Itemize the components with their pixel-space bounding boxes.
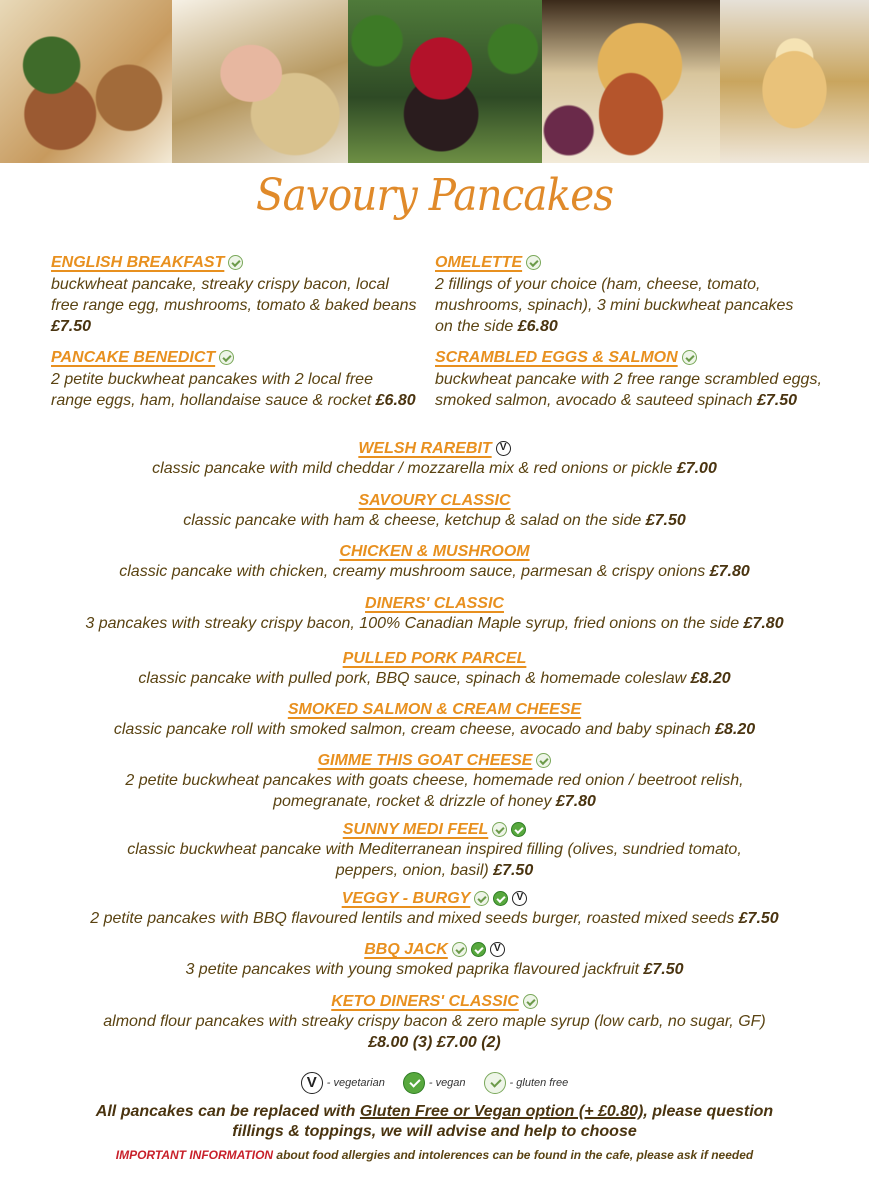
item-desc-line: classic pancake with chicken, creamy mushroom sauce, parmesan & crispy onions xyxy=(119,563,706,580)
item-desc-line: free range egg, mushrooms, tomato & baked beans xyxy=(51,297,417,314)
menu-item-english-breakfast xyxy=(51,254,441,337)
item-name: GIMME THIS GOAT CHEESE xyxy=(317,752,533,769)
item-desc-line: classic pancake with mild cheddar / mozzarella mix & red onions or pickle xyxy=(152,460,673,477)
menu-item-chicken-mushroom xyxy=(0,543,869,582)
item-price: £6.80 xyxy=(517,318,558,335)
dietary-legend xyxy=(0,1072,869,1094)
photo-wraps xyxy=(0,0,172,163)
item-price: £8.00 (3) £7.00 (2) xyxy=(368,1034,501,1051)
item-price: £8.20 xyxy=(690,670,731,687)
menu-item-bbq-jack xyxy=(0,941,869,980)
vegan-icon xyxy=(403,1072,425,1094)
photo-strip xyxy=(0,0,869,163)
item-name: BBQ JACK xyxy=(364,941,448,958)
note-text: about food allergies and intolerences can be found in the cafe, please ask if needed xyxy=(273,1148,754,1162)
item-price: £7.50 xyxy=(756,392,798,409)
menu-item-smoked-salmon-cream-cheese xyxy=(0,701,869,740)
menu-item-gimme-this-goat-cheese xyxy=(0,752,869,812)
item-price: £6.80 xyxy=(375,392,416,409)
item-price: £7.00 xyxy=(676,460,717,477)
item-price: £8.20 xyxy=(715,721,756,738)
menu-item-pulled-pork-parcel xyxy=(0,650,869,689)
item-desc-line: 2 fillings of your choice (ham, cheese, tomato, xyxy=(435,276,761,293)
vegetarian-icon: V xyxy=(496,441,511,456)
item-desc-line: 3 pancakes with streaky crispy bacon, 100% Canadian Maple syrup, fried onions on the side xyxy=(85,615,740,632)
item-price: £7.50 xyxy=(643,961,684,978)
menu-item-sunny-medi-feel xyxy=(0,821,869,881)
menu-item-welsh-rarebit xyxy=(0,440,869,479)
substitution-note xyxy=(0,1102,869,1142)
item-desc-line: buckwheat pancake, streaky crispy bacon, local xyxy=(51,276,389,293)
menu-item-veggy-burgy xyxy=(0,890,869,929)
vegetarian-icon: V xyxy=(301,1072,323,1094)
item-price: £7.50 xyxy=(493,862,534,879)
item-price: £7.80 xyxy=(709,563,750,580)
item-name: PANCAKE BENEDICT xyxy=(51,349,216,366)
gluten-free-icon xyxy=(228,255,243,270)
important-label: IMPORTANT INFORMATION xyxy=(115,1148,274,1162)
item-name: CHICKEN & MUSHROOM xyxy=(339,543,530,560)
legend-label: - gluten free xyxy=(509,1077,569,1089)
item-desc-line: classic pancake with pulled pork, BBQ sauce, spinach & homemade coleslaw xyxy=(138,670,687,687)
item-price: £7.80 xyxy=(555,793,596,810)
item-name: WELSH RAREBIT xyxy=(358,440,492,457)
item-desc-line: 3 petite pancakes with young smoked paprika flavoured jackfruit xyxy=(185,961,640,978)
note-text: fillings & toppings, we will advise and help to choose xyxy=(232,1123,637,1140)
item-price: £7.50 xyxy=(738,910,779,927)
item-name: DINERS' CLASSIC xyxy=(365,595,504,612)
legend-gluten-free xyxy=(484,1072,569,1094)
allergy-note xyxy=(0,1148,869,1162)
legend-label: - vegan xyxy=(428,1077,466,1089)
item-name: PULLED PORK PARCEL xyxy=(342,650,527,667)
item-desc-line: almond flour pancakes with streaky crispy bacon & zero maple syrup (low carb, no sugar, GF) xyxy=(103,1013,766,1030)
vegan-icon xyxy=(511,822,526,837)
menu-item-pancake-benedict xyxy=(51,349,441,411)
gluten-free-icon xyxy=(484,1072,506,1094)
item-desc-line: classic buckwheat pancake with Mediterranean inspired filling (olives, sundried tomato, xyxy=(127,841,742,858)
note-highlight: Gluten Free or Vegan option (+ £0.80) xyxy=(359,1103,644,1120)
item-desc-line: peppers, onion, basil) xyxy=(335,862,489,879)
gluten-free-icon xyxy=(682,350,697,365)
menu-item-omelette xyxy=(435,254,825,337)
item-desc-line: classic pancake with ham & cheese, ketchup & salad on the side xyxy=(183,512,642,529)
item-name: KETO DINERS' CLASSIC xyxy=(331,993,519,1010)
page-title: Savoury Pancakes xyxy=(255,170,614,221)
photo-salmon-crepe xyxy=(172,0,348,163)
note-text: All pancakes can be replaced with xyxy=(95,1103,360,1120)
item-name: VEGGY - BURGY xyxy=(341,890,471,907)
item-name: SMOKED SALMON & CREAM CHEESE xyxy=(287,701,582,718)
gluten-free-icon xyxy=(474,891,489,906)
menu-item-keto-diners-classic xyxy=(0,993,869,1053)
legend-vegan xyxy=(403,1072,466,1094)
item-desc-line: mushrooms, spinach), 3 mini buckwheat pancakes xyxy=(435,297,794,314)
item-name: SUNNY MEDI FEEL xyxy=(342,821,489,838)
vegetarian-icon: V xyxy=(490,942,505,957)
item-desc-line: pomegranate, rocket & drizzle of honey xyxy=(273,793,552,810)
item-desc-line: range eggs, ham, hollandaise sauce & rocket xyxy=(51,392,372,409)
item-desc-line: buckwheat pancake with 2 free range scrambled eggs, xyxy=(435,371,822,388)
gluten-free-icon xyxy=(492,822,507,837)
item-name: SCRAMBLED EGGS & SALMON xyxy=(435,349,678,366)
vegan-icon xyxy=(471,942,486,957)
gluten-free-icon xyxy=(526,255,541,270)
gluten-free-icon xyxy=(219,350,234,365)
vegan-icon xyxy=(493,891,508,906)
legend-label: - vegetarian xyxy=(326,1077,385,1089)
gluten-free-icon xyxy=(536,753,551,768)
item-price: £7.80 xyxy=(743,615,784,632)
note-text: , please question xyxy=(643,1103,774,1120)
item-desc-line: 2 petite pancakes with BBQ flavoured lentils and mixed seeds burger, roasted mixed seeds xyxy=(90,910,735,927)
item-desc-line: 2 petite buckwheat pancakes with 2 local free xyxy=(51,371,373,388)
menu-item-savoury-classic xyxy=(0,492,869,531)
item-name: SAVOURY CLASSIC xyxy=(358,492,511,509)
item-name: OMELETTE xyxy=(435,254,523,271)
item-desc-line: smoked salmon, avocado & sauteed spinach xyxy=(435,392,753,409)
item-desc-line: on the side xyxy=(435,318,514,335)
item-price: £7.50 xyxy=(51,318,92,335)
menu-item-diners-classic xyxy=(0,595,869,634)
photo-goat-cheese-pomegranate xyxy=(348,0,542,163)
gluten-free-icon xyxy=(452,942,467,957)
photo-bacon-pancake xyxy=(542,0,720,163)
photo-pancake-parcel xyxy=(720,0,869,163)
item-desc-line: classic pancake roll with smoked salmon, cream cheese, avocado and baby spinach xyxy=(113,721,711,738)
item-desc-line: 2 petite buckwheat pancakes with goats cheese, homemade red onion / beetroot relish, xyxy=(125,772,744,789)
item-price: £7.50 xyxy=(645,512,686,529)
gluten-free-icon xyxy=(523,994,538,1009)
menu-item-scrambled-eggs-salmon xyxy=(435,349,855,411)
item-name: ENGLISH BREAKFAST xyxy=(51,254,225,271)
vegetarian-icon: V xyxy=(512,891,527,906)
legend-vegetarian xyxy=(301,1072,385,1094)
